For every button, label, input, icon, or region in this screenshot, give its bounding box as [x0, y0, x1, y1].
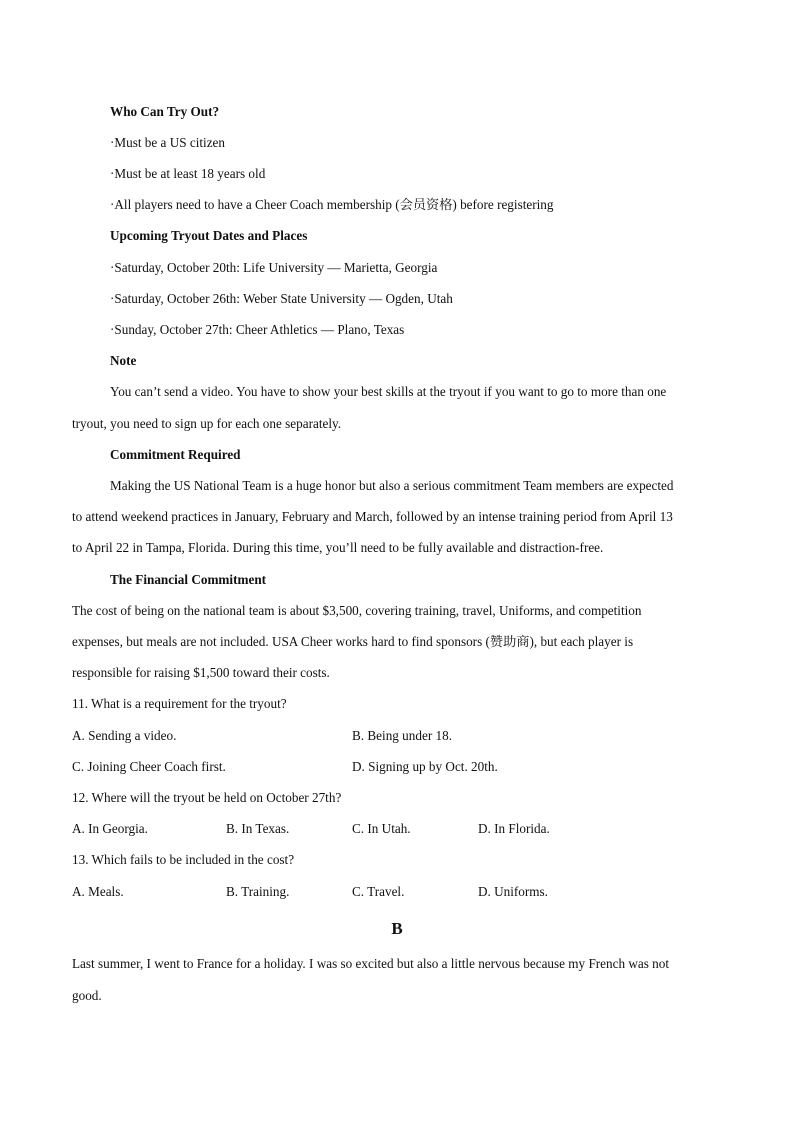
section-b-line-2: good.	[72, 988, 102, 1003]
tryout-dates-heading: Upcoming Tryout Dates and Places	[110, 228, 308, 243]
question-11-option-b: B. Being under 18.	[352, 728, 452, 743]
question-13-stem: 13. Which fails to be included in the cost?	[72, 852, 295, 867]
tryout-date-3: ·Sunday, October 27th: Cheer Athletics — Plano, Texas	[110, 322, 405, 337]
who-item-2: ·Must be at least 18 years old	[110, 166, 266, 181]
section-b-line-1: Last summer, I went to France for a holiday. I was so excited but also a little nervous because my French was not	[72, 956, 670, 971]
question-11-option-d: D. Signing up by Oct. 20th.	[352, 759, 498, 774]
commitment-heading: Commitment Required	[110, 447, 241, 462]
question-12-stem: 12. Where will the tryout be held on October 27th?	[72, 790, 342, 805]
question-11-option-c: C. Joining Cheer Coach first.	[72, 759, 226, 774]
section-b-heading: B	[391, 919, 403, 938]
who-can-try-out-heading: Who Can Try Out?	[110, 104, 220, 119]
note-line-1: You can’t send a video. You have to show your best skills at the tryout if you want to go to more than one	[110, 384, 667, 399]
question-12-option-a: A. In Georgia.	[72, 821, 148, 836]
question-13-option-b: B. Training.	[226, 884, 290, 899]
question-11-option-a: A. Sending a video.	[72, 728, 177, 743]
who-item-3: ·All players need to have a Cheer Coach membership (会员资格) before registering	[110, 197, 554, 212]
note-heading: Note	[110, 353, 137, 368]
who-item-1: ·Must be a US citizen	[110, 135, 225, 150]
financial-line-2: expenses, but meals are not included. USA Cheer works hard to find sponsors (赞助商), but each player is	[72, 634, 634, 649]
note-line-2: tryout, you need to sign up for each one separately.	[72, 416, 342, 431]
commitment-line-2: to attend weekend practices in January, February and March, followed by an intense training period from April 13	[72, 509, 673, 524]
financial-line-3: responsible for raising $1,500 toward their costs.	[72, 665, 330, 680]
question-13-option-a: A. Meals.	[72, 884, 124, 899]
commitment-line-3: to April 22 in Tampa, Florida. During this time, you’ll need to be fully available and distraction-free.	[72, 540, 604, 555]
financial-line-1: The cost of being on the national team is about $3,500, covering training, travel, Uniforms, and competition	[72, 603, 642, 618]
tryout-date-2: ·Saturday, October 26th: Weber State University — Ogden, Utah	[110, 291, 453, 306]
question-12-option-c: C. In Utah.	[352, 821, 411, 836]
question-12-option-b: B. In Texas.	[226, 821, 290, 836]
question-13-option-d: D. Uniforms.	[478, 884, 548, 899]
question-12-option-d: D. In Florida.	[478, 821, 550, 836]
tryout-date-1: ·Saturday, October 20th: Life University — Marietta, Georgia	[110, 260, 438, 275]
financial-heading: The Financial Commitment	[110, 572, 267, 587]
commitment-line-1: Making the US National Team is a huge honor but also a serious commitment Team members are expected	[110, 478, 674, 493]
question-13-option-c: C. Travel.	[352, 884, 405, 899]
question-11-stem: 11. What is a requirement for the tryout?	[72, 696, 287, 711]
